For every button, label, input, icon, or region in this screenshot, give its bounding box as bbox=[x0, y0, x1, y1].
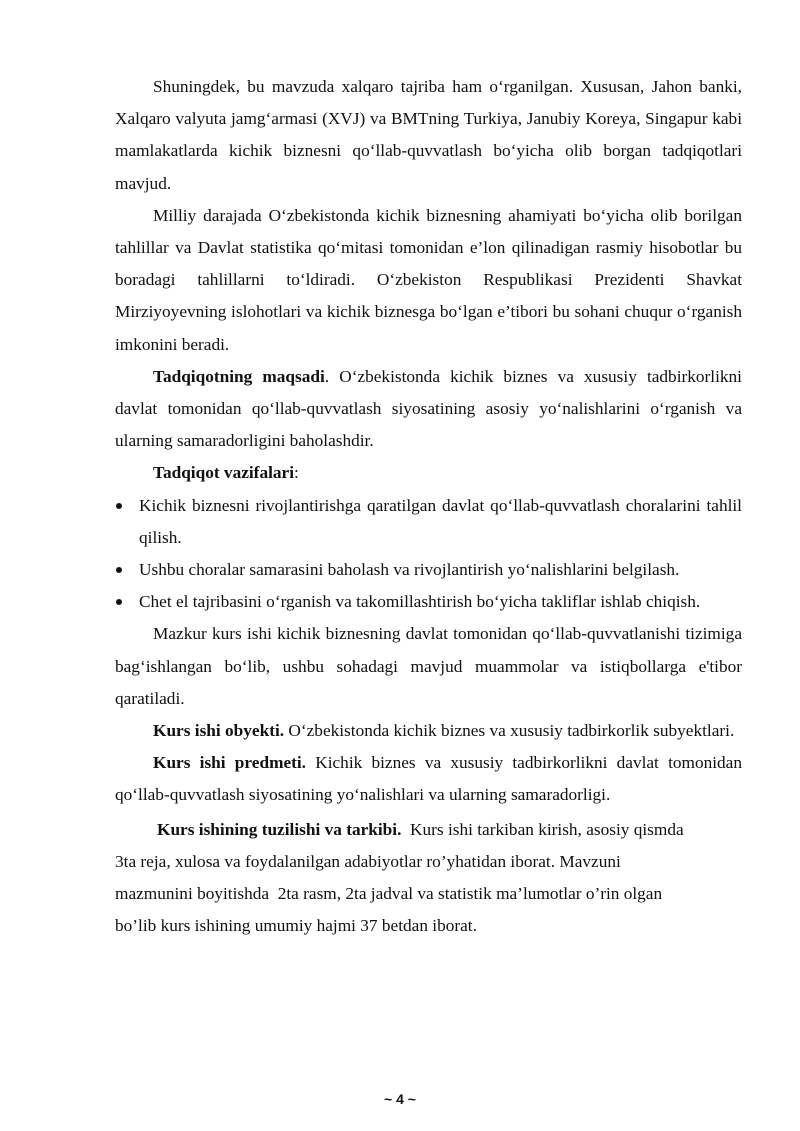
document-page bbox=[115, 71, 742, 942]
tasks-heading bbox=[115, 457, 742, 489]
object-paragraph bbox=[115, 715, 742, 747]
structure-label: Kurs ishining tuzilishi va tarkibi. bbox=[157, 819, 402, 839]
structure-line-2: 3ta reja, xulosa va foydalanilgan adabiyotlar ro’yhatidan iborat. Mavzuni bbox=[115, 851, 621, 871]
goal-text: . O‘zbekistonda kichik biznes va xususiy tadbirkorlikni davlat tomonidan qo‘llab-quvvatlash siyosatining asosiy yo‘nalishlarini o‘rganish va ularning samaradorligini baholashdir. bbox=[115, 366, 742, 451]
list-item bbox=[115, 586, 742, 618]
task-text: Ushbu choralar samarasini baholash va rivojlantirish yo‘nalishlarini belgilash. bbox=[139, 560, 680, 580]
bullet-icon bbox=[116, 503, 122, 509]
subject-text: Kichik biznes va xususiy tadbirkorlikni davlat tomonidan qo‘llab-quvvatlash siyosatining yo‘nalishlari va ularning samaradorligi. bbox=[115, 753, 742, 805]
subject-paragraph bbox=[115, 747, 742, 811]
bullet-icon bbox=[116, 599, 122, 605]
object-text: O‘zbekistonda kichik biznes va xususiy tadbirkorlik subyektlari. bbox=[284, 721, 735, 741]
bullet-icon bbox=[116, 567, 122, 573]
structure-line-1 bbox=[115, 814, 742, 846]
list-item bbox=[115, 554, 742, 586]
structure-line-4: bo’lib kurs ishining umumiy hajmi 37 betdan iborat. bbox=[115, 916, 477, 936]
page-number: ~ 4 ~ bbox=[384, 1091, 416, 1107]
tasks-label: Tadqiqot vazifalari bbox=[153, 463, 294, 483]
system-paragraph: Mazkur kurs ishi kichik biznesning davlat tomonidan qo‘llab-quvvatlanishi tizimiga bag‘ishlangan bo‘lib, ushbu sohadagi mavjud muammolar va istiqbollarga e'tibor qaratiladi. bbox=[115, 624, 742, 708]
subject-label: Kurs ishi predmeti. bbox=[153, 753, 307, 773]
national-paragraph: Milliy darajada O‘zbekistonda kichik biznesning ahamiyati bo‘yicha olib borilgan tahlillar va Davlat statistika qo‘mitasi tomonidan e’lon qilinadigan rasmiy hisobotlar bu boradagi tahlillarni to‘ldiradi. O‘zbekiston Respublikasi Prezidenti Shavkat Mirziyoyevning islohotlari va kichik biznesga bo‘lgan e’tibori bu sohani chuqur o‘rganish imkonini beradi. bbox=[115, 205, 742, 354]
task-text: Chet el tajribasini o‘rganish va takomillashtirish bo‘yicha takliflar ishlab chiqish. bbox=[139, 592, 701, 612]
structure-text-1: Kurs ishi tarkiban kirish, asosiy qismda bbox=[401, 819, 684, 839]
list-item bbox=[115, 490, 742, 554]
goal-paragraph bbox=[115, 361, 742, 458]
goal-label: Tadqiqotning maqsadi bbox=[153, 366, 325, 386]
intro-paragraph: Shuningdek, bu mavzuda xalqaro tajriba ham o‘rganilgan. Xususan, Jahon banki, Xalqaro valyuta jamg‘armasi (XVJ) va BMTning Turkiya, Janubiy Koreya, Singapur kabi mamlakatlarda kichik biznesni qo‘llab-quvvatlash bo‘yicha olib borgan tadqiqotlari mavjud. bbox=[115, 77, 742, 193]
structure-line-3: mazmunini boyitishda 2ta rasm, 2ta jadval va statistik ma’lumotlar o’rin olgan bbox=[115, 884, 663, 904]
object-label: Kurs ishi obyekti. bbox=[153, 721, 285, 741]
structure-paragraph bbox=[115, 814, 742, 943]
tasks-list bbox=[115, 490, 742, 619]
tasks-colon: : bbox=[294, 463, 299, 483]
task-text: Kichik biznesni rivojlantirishga qaratilgan davlat qo‘llab-quvvatlash choralarini tahlil qilish. bbox=[139, 495, 742, 547]
